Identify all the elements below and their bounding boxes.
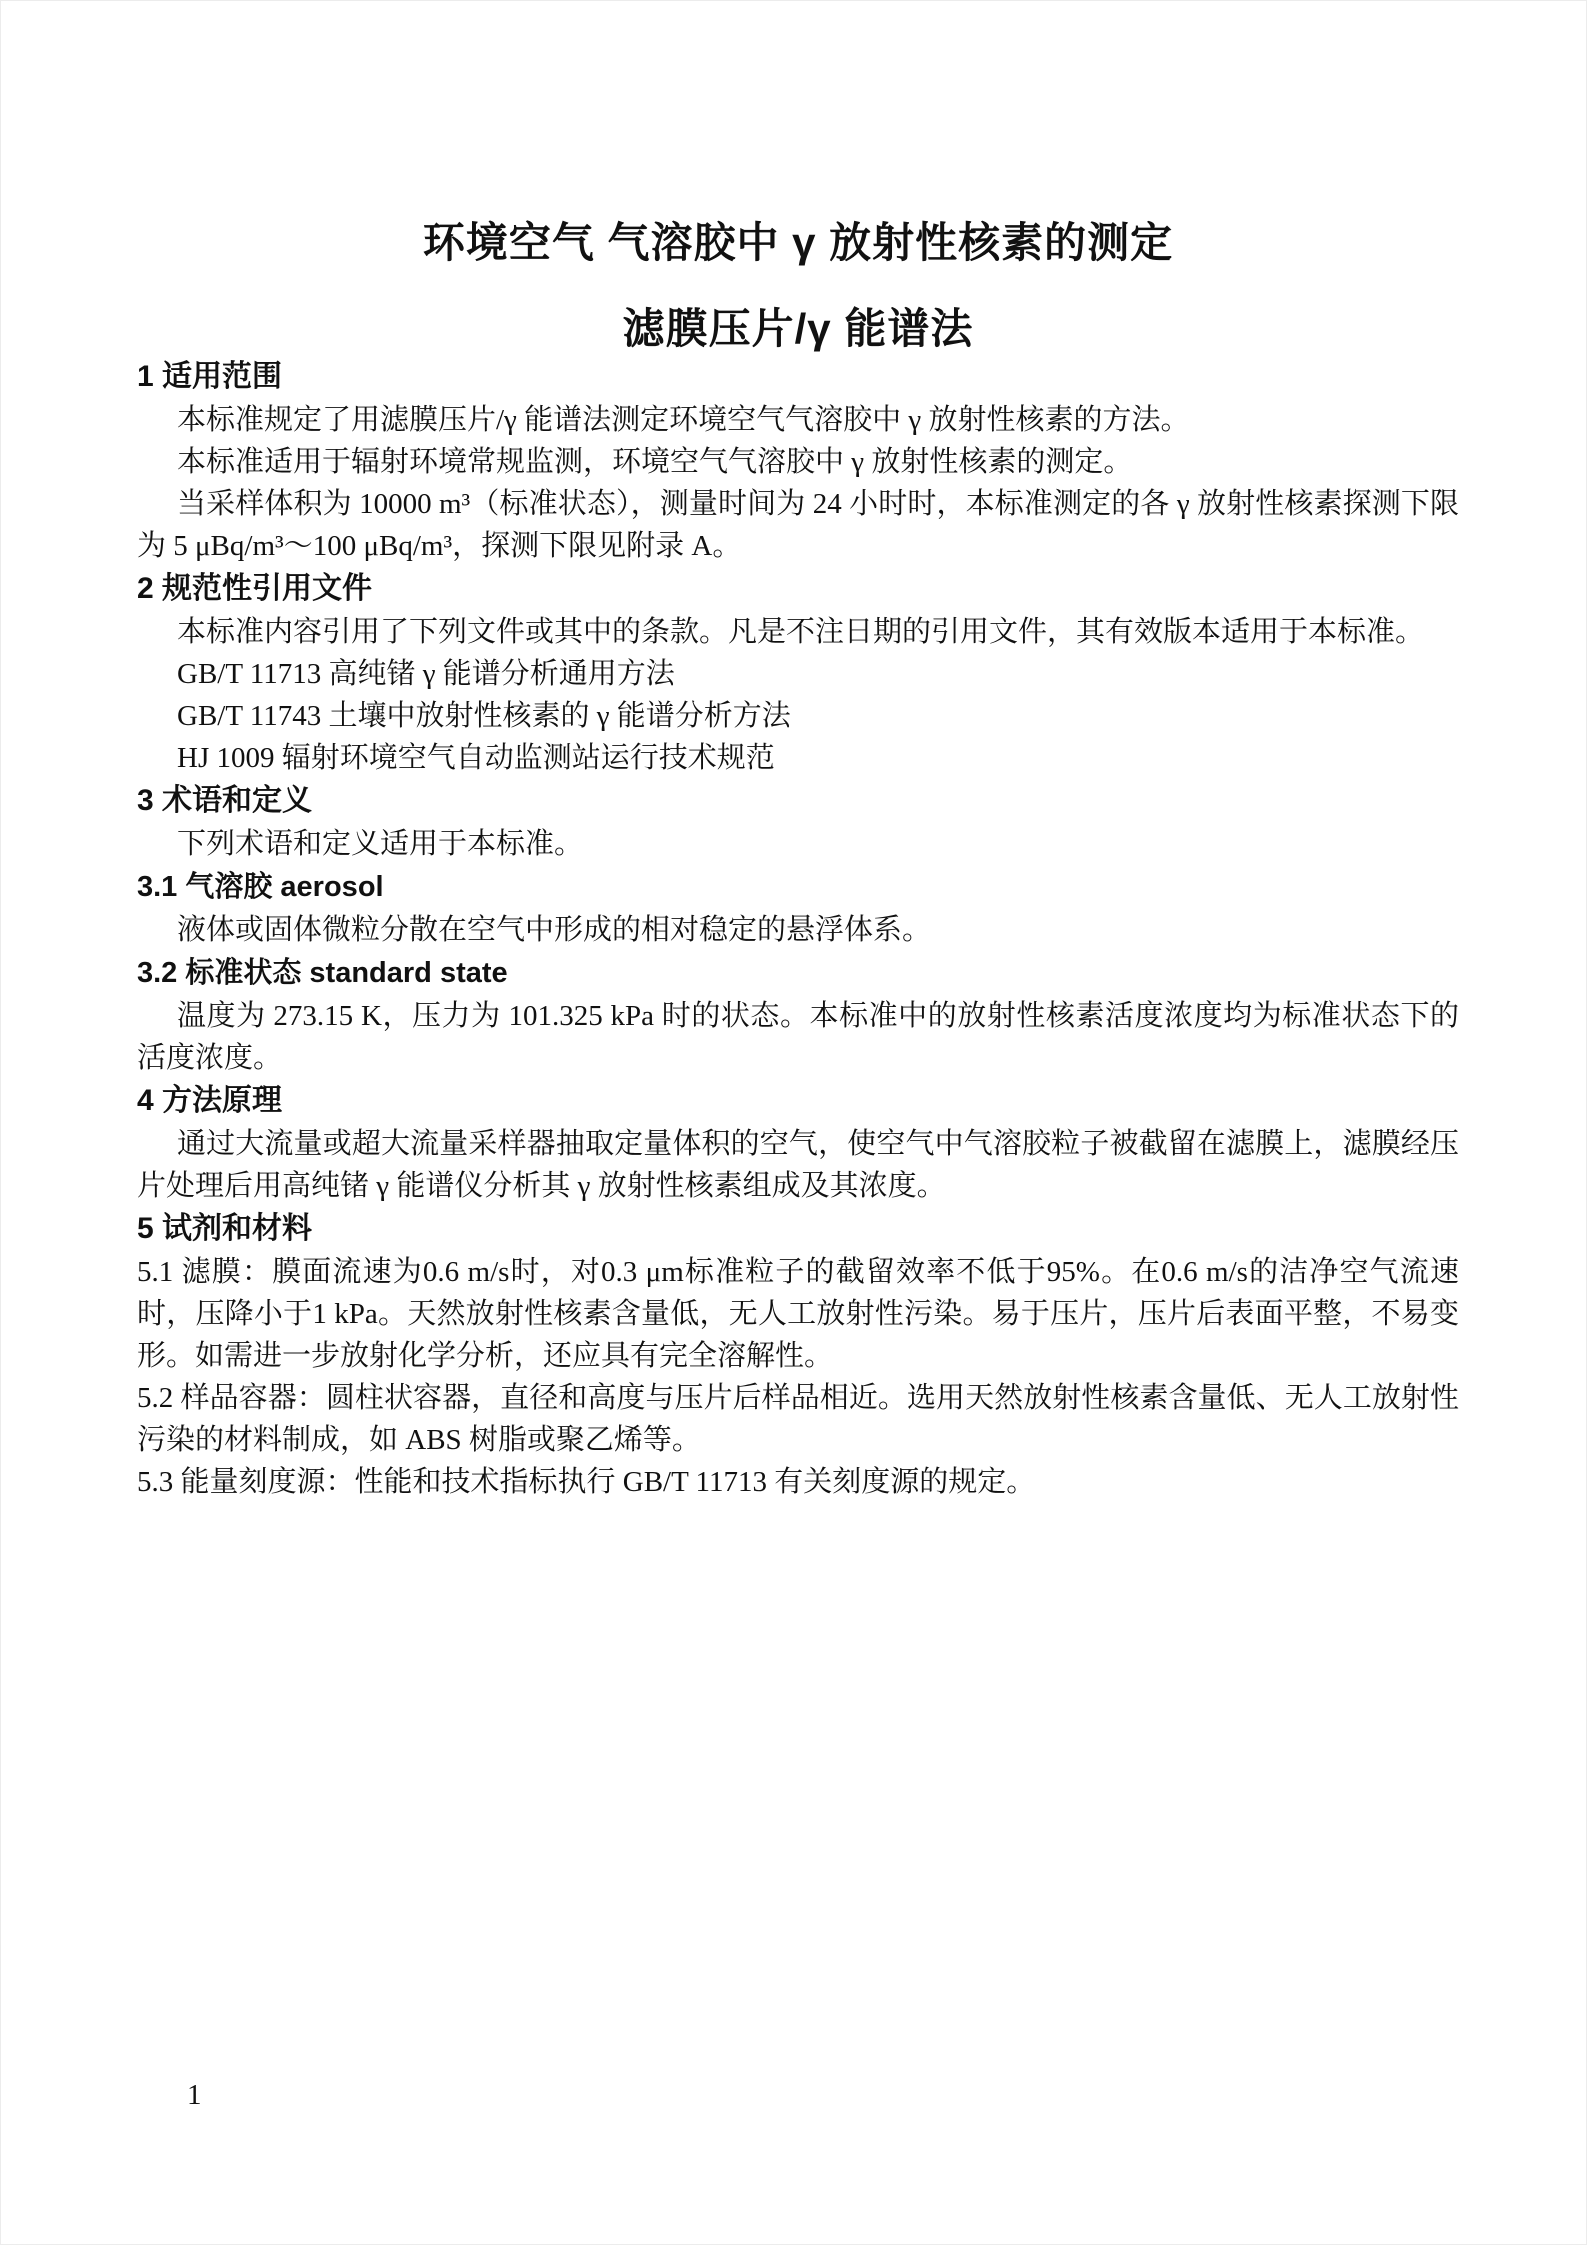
section-scope-heading: 1 适用范围 bbox=[137, 360, 283, 393]
scope-paragraph-2: 本标准适用于辐射环境常规监测，环境空气气溶胶中 γ 放射性核素的测定。 bbox=[177, 446, 1133, 478]
reference-item: HJ 1009 辐射环境空气自动监测站运行技术规范 bbox=[177, 742, 775, 774]
terms-intro: 下列术语和定义适用于本标准。 bbox=[177, 828, 584, 860]
reference-item: GB/T 11743 土壤中放射性核素的 γ 能谱分析方法 bbox=[177, 700, 791, 732]
term-aerosol-heading: 3.1 气溶胶 aerosol bbox=[137, 871, 384, 903]
section-materials-heading: 5 试剂和材料 bbox=[137, 1212, 313, 1245]
material-item-container: 5.2 样品容器：圆柱状容器，直径和高度与压片后样品相近。选用天然放射性核素含量低、无人工放射性污染的材料制成，如 ABS 树脂或聚乙烯等。 bbox=[137, 1382, 1459, 1456]
material-item-filter: 5.1 滤膜：膜面流速为0.6 m/s时，对0.3 μm标准粒子的截留效率不低于95%。在0.6 m/s的洁净空气流速时，压降小于1 kPa。天然放射性核素含量低，无人工放射性污染。易于压片，压片后表面平整，不易变形。如需进一步放射化学分析，还应具有完全溶解性。 bbox=[137, 1256, 1459, 1372]
page-number: 1 bbox=[187, 2079, 202, 2111]
term-standard-state-heading: 3.2 标准状态 standard state bbox=[137, 957, 508, 989]
reference-item: GB/T 11713 高纯锗 γ 能谱分析通用方法 bbox=[177, 658, 675, 690]
principle-paragraph: 通过大流量或超大流量采样器抽取定量体积的空气，使空气中气溶胶粒子被截留在滤膜上，滤膜经压片处理后用高纯锗 γ 能谱仪分析其 γ 放射性核素组成及其浓度。 bbox=[137, 1128, 1459, 1202]
term-aerosol-definition: 液体或固体微粒分散在空气中形成的相对稳定的悬浮体系。 bbox=[177, 914, 932, 946]
scope-paragraph-3: 当采样体积为 10000 m³（标准状态），测量时间为 24 小时时，本标准测定的各 γ 放射性核素探测下限为 5 μBq/m³～100 μBq/m³，探测下限见附录 A。 bbox=[137, 488, 1459, 562]
section-references-heading: 2 规范性引用文件 bbox=[137, 572, 373, 605]
section-terms-heading: 3 术语和定义 bbox=[137, 784, 313, 817]
references-intro: 本标准内容引用了下列文件或其中的条款。凡是不注日期的引用文件，其有效版本适用于本标准。 bbox=[177, 616, 1425, 648]
document-title-line2: 滤膜压片/γ 能谱法 bbox=[622, 305, 974, 352]
scope-paragraph-1: 本标准规定了用滤膜压片/γ 能谱法测定环境空气气溶胶中 γ 放射性核素的方法。 bbox=[177, 404, 1190, 436]
material-item-calibration-source: 5.3 能量刻度源：性能和技术指标执行 GB/T 11713 有关刻度源的规定。 bbox=[137, 1466, 1036, 1498]
section-principle-heading: 4 方法原理 bbox=[137, 1084, 283, 1117]
term-standard-state-definition: 温度为 273.15 K，压力为 101.325 kPa 时的状态。本标准中的放射性核素活度浓度均为标准状态下的活度浓度。 bbox=[137, 1000, 1459, 1074]
document-title-line1: 环境空气 气溶胶中 γ 放射性核素的测定 bbox=[422, 219, 1174, 266]
